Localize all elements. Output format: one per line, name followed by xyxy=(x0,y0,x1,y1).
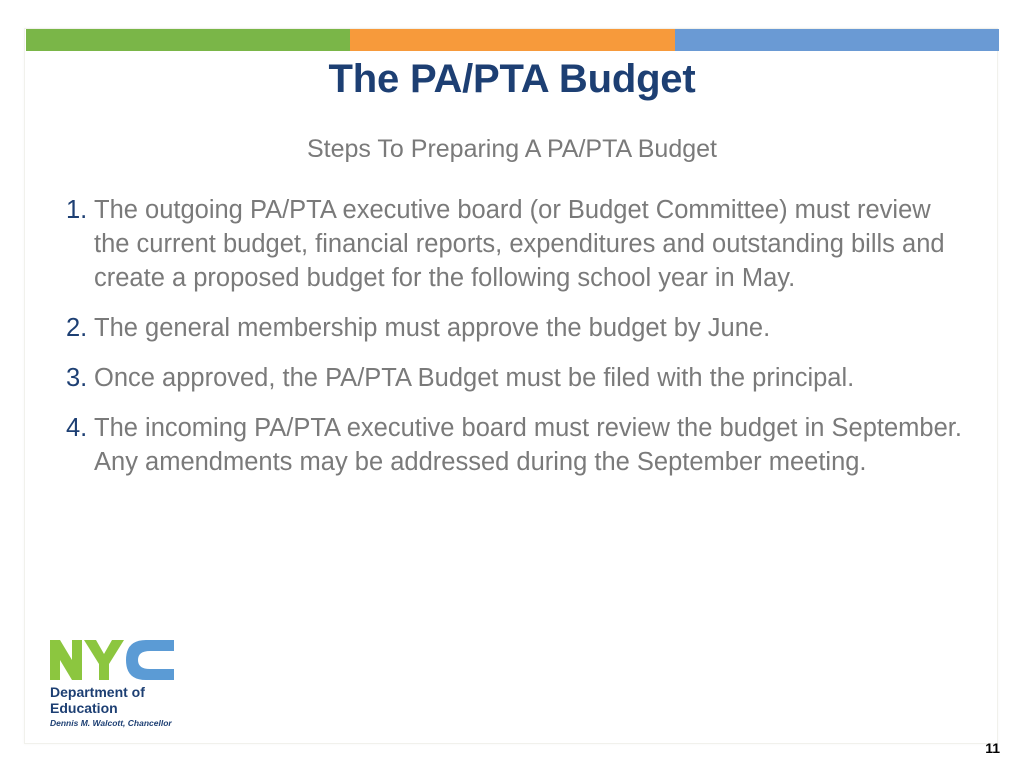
logo-chancellor: Dennis M. Walcott, Chancellor xyxy=(50,718,172,728)
step-item xyxy=(48,411,968,479)
step-item xyxy=(48,311,968,345)
step-text: The incoming PA/PTA executive board must review the budget in September. Any amendments may be addressed during the September meeting. xyxy=(94,414,962,476)
logo-wordmark-text xyxy=(50,680,51,681)
page-number: 11 xyxy=(985,740,1000,756)
steps-list xyxy=(48,193,968,495)
step-item xyxy=(48,361,968,395)
page-title: The PA/PTA Budget xyxy=(328,57,696,101)
nyc-doe-logo xyxy=(50,640,190,728)
step-number: 2. xyxy=(66,314,88,342)
logo-department: Department of Education xyxy=(50,684,145,716)
step-item xyxy=(48,193,968,295)
step-number: 1. xyxy=(66,196,88,224)
step-text: The general membership must approve the budget by June. xyxy=(94,314,771,342)
color-bar-orange xyxy=(350,29,674,51)
color-bar xyxy=(26,29,999,51)
step-number: 3. xyxy=(66,364,88,392)
color-bar-blue xyxy=(675,29,999,51)
step-number: 4. xyxy=(66,414,88,442)
step-text: The outgoing PA/PTA executive board (or Budget Committee) must review the current budget, financial reports, expenditures and outstanding bills and create a proposed budget for the following school year in May. xyxy=(94,196,945,292)
step-text: Once approved, the PA/PTA Budget must be filed with the principal. xyxy=(94,364,855,392)
color-bar-green xyxy=(26,29,350,51)
page-subtitle: Steps To Preparing A PA/PTA Budget xyxy=(307,135,717,163)
nyc-wordmark-icon xyxy=(50,640,176,680)
